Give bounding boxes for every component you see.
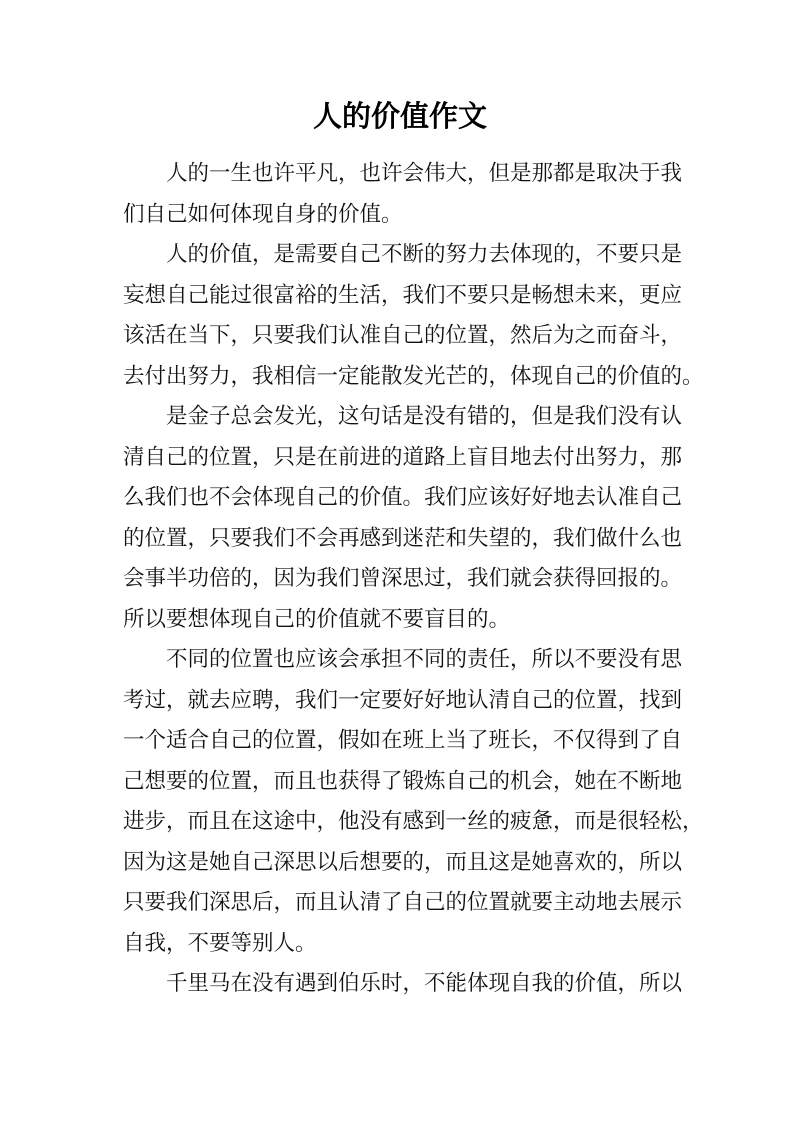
paragraph-line: 一个适合自己的位置，假如在班上当了班长，不仅得到了自: [123, 728, 683, 753]
paragraph-line: 己想要的位置，而且也获得了锻炼自己的机会，她在不断地: [123, 768, 683, 794]
paragraph-line: 去付出努力，我相信一定能散发光芒的，体现自己的价值的。: [123, 363, 704, 389]
paragraph: [123, 640, 704, 964]
paragraph: [123, 964, 683, 1005]
paragraph-line: 该活在当下，只要我们认准自己的位置，然后为之而奋斗，: [123, 323, 683, 348]
paragraph-line: 清自己的位置，只是在前进的道路上盲目地去付出努力，那: [123, 444, 683, 470]
paragraph-line: 会事半功倍的，因为我们曾深思过，我们就会获得回报的。: [123, 566, 683, 591]
paragraph: [123, 154, 683, 235]
paragraph-line: 考过，就去应聘，我们一定要好好地认清自己的位置，找到: [123, 687, 683, 713]
paragraph-line: 们自己如何体现自身的价值。: [123, 201, 403, 227]
paragraph-line: 只要我们深思后，而且认清了自己的位置就要主动地去展示: [123, 890, 683, 915]
paragraph-line: 因为这是她自己深思以后想要的，而且这是她喜欢的，所以: [123, 849, 683, 875]
paragraph-line: 所以要想体现自己的价值就不要盲目的。: [123, 606, 511, 632]
paragraph-line: 不同的位置也应该会承担不同的责任，所以不要没有思: [166, 647, 683, 672]
paragraph-line: 人的一生也许平凡，也许会伟大，但是那都是取决于我: [166, 161, 683, 186]
paragraph: [123, 397, 683, 640]
paragraph-line: 妄想自己能过很富裕的生活，我们不要只是畅想未来，更应: [123, 282, 683, 308]
document-body: [123, 154, 704, 1005]
paragraph-line: 是金子总会发光，这句话是没有错的，但是我们没有认: [166, 404, 683, 429]
paragraph-line: 进步，而且在这途中，他没有感到一丝的疲惫，而是很轻松，: [123, 809, 704, 834]
paragraph-line: 人的价值，是需要自己不断的努力去体现的，不要只是: [166, 242, 683, 267]
paragraph-line: 的位置，只要我们不会再感到迷茫和失望的，我们做什么也: [123, 525, 683, 551]
paragraph-line: 千里马在没有遇到伯乐时，不能体现自我的价值，所以: [166, 971, 683, 996]
paragraph-line: 么我们也不会体现自己的价值。我们应该好好地去认准自己: [123, 485, 683, 510]
paragraph: [123, 235, 704, 397]
paragraph-line: 自我，不要等别人。: [123, 930, 317, 956]
document-title: 人的价值作文: [312, 99, 487, 133]
